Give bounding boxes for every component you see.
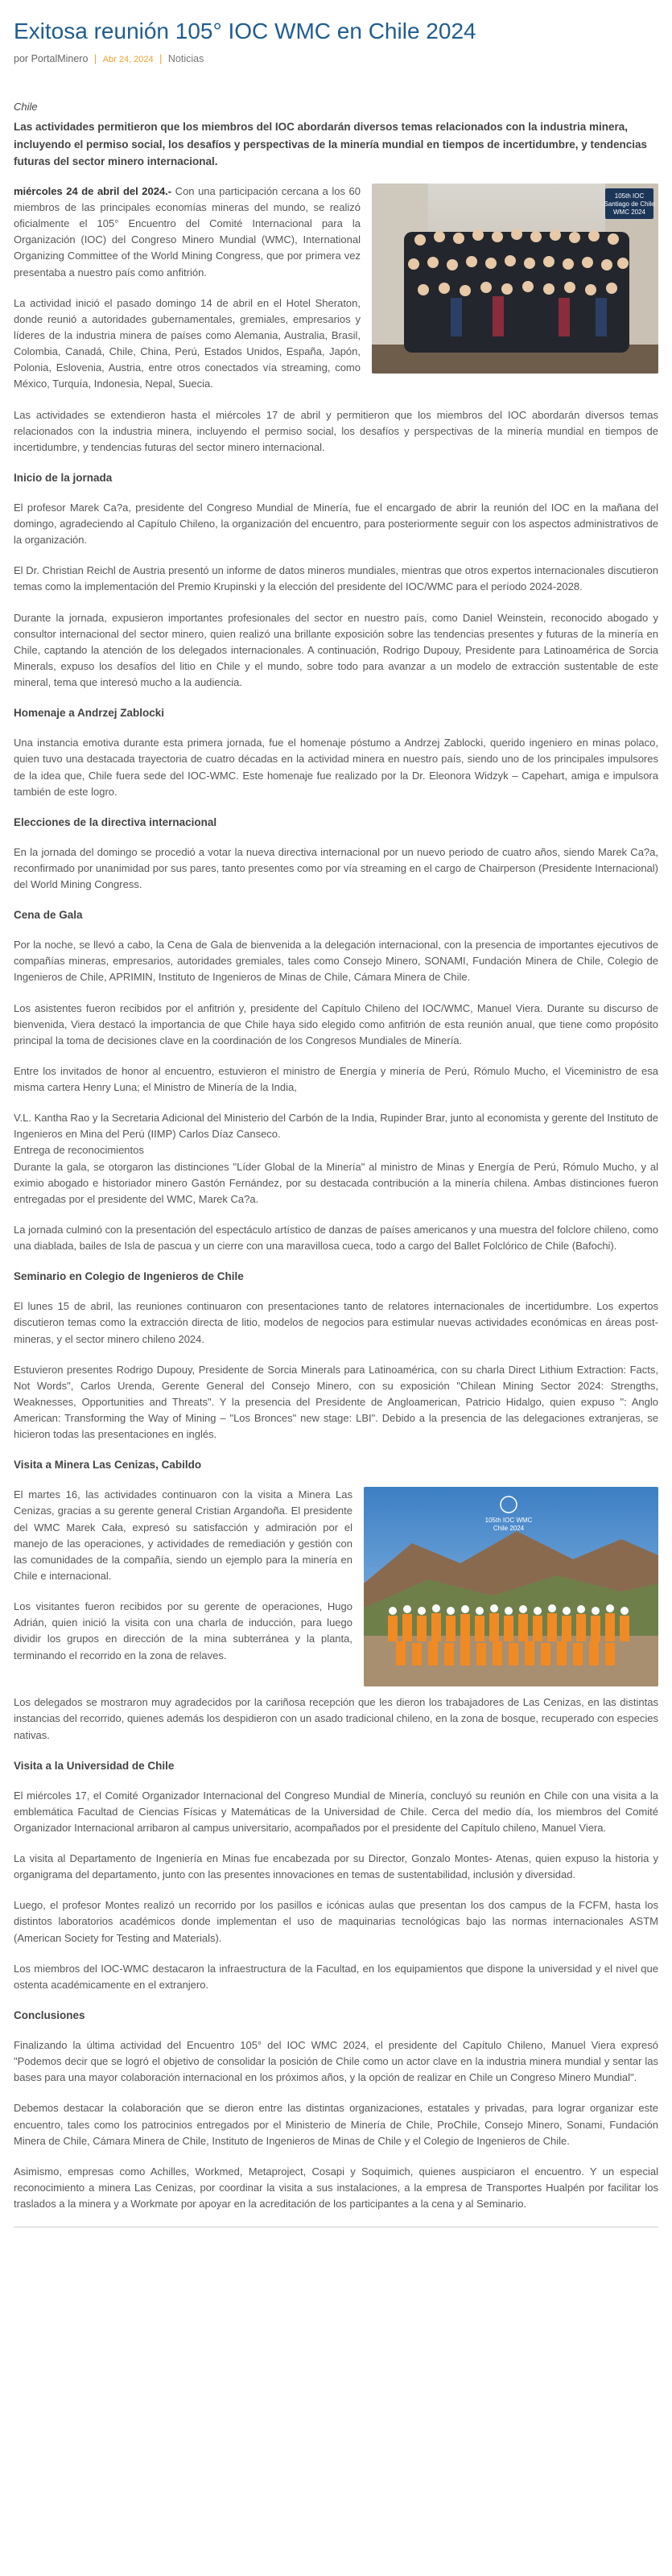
location: Chile	[14, 100, 38, 113]
cena-paragraph-5: La jornada culminó con la presentación del espectáculo artístico de danzas de países americanos y una muestra del folclore chileno, como una diablada, bailes de Isla de pascua y un cierre con una maravillosa cueca, todo a cargo del Ballet Folclórico de Chile (Bafochi).	[14, 1224, 658, 1253]
cena-p4-line2: Entrega de reconocimientos	[14, 1144, 144, 1157]
inicio-paragraph-1: El profesor Marek Ca?a, presidente del Congreso Mundial de Minería, fue el encargado de abrir la reunión del IOC en la mañana del domingo, agradeciendo al Capítulo Chileno, la organización del encuentro, para posteriormente seguir con los aspectos administrativos de la organización.	[14, 501, 658, 547]
seminario-paragraph-1: El lunes 15 de abril, las reuniones continuaron con presentaciones tanto de relatores internacionales de incertidumbre. Los expertos discutieron temas como la extracción directa de litio, modelos de negocios para estimular nuevas actividades económicas en áreas post-mineras, y el sector minero chileno 2024.	[14, 1300, 658, 1345]
visita-minera-paragraph-2: Los visitantes fueron recibidos por su gerente de operaciones, Hugo Adrián, quien inició la visita con una charla de inducción, para luego dividir los grupos en dirección de la mina subterránea y la planta, terminando el recorrido en la zona de relaves.	[14, 1600, 352, 1662]
post-meta	[14, 52, 658, 67]
section-heading-universidad: Visita a la Universidad de Chile	[14, 1759, 175, 1772]
mine-visit-photo	[364, 1487, 658, 1686]
category-link[interactable]: Noticias	[167, 52, 204, 64]
photo2-logo-line1: 105th IOC WMC	[484, 1517, 533, 1525]
intro-date: miércoles 24 de abril del 2024.-	[14, 184, 172, 197]
universidad-paragraph-1: El miércoles 17, el Comité Organizador Internacional del Congreso Mundial de Minería, concluyó su reunión en Chile con una visita a la emblemática Facultad de Ciencias Físicas y Matemáticas de la Universidad de Chile. Cerca del medio día, los miembros del Comité Organizador Internacional arribaron al campus universitario, acompañados por el presidente del Capítulo chileno, Manuel Viera.	[14, 1789, 658, 1834]
cena-p4-line3: Durante la gala, se otorgaron las distinciones "Líder Global de la Minería" al ministro de Minas y Energía de Perú, Rómulo Mucho, y al eximio abogado e historiador minero Gastón Fernández, por su destacada contribución a la minería chilena. Ambas distinciones fueron entregadas por el presidente del WMC, Marek Ca?a.	[14, 1160, 658, 1205]
section-heading-elecciones: Elecciones de la directiva internacional	[14, 815, 217, 828]
photo1-logo-line2: Santiago de Chile	[604, 200, 655, 208]
visita-minera-paragraph-1: El martes 16, las actividades continuaron con la visita a Minera Las Cenizas, gracias a su gerente general Cristian Argandoña. El presidente del WMC Marek Cała, expresó su satisfacción y admiración por el manejo de las operaciones, y actividades de remediación y gestión con las comunidades de la compañía, siendo un ejemplo para la minería en Chile e internacional.	[14, 1488, 352, 1582]
universidad-paragraph-2: La visita al Departamento de Ingeniería en Minas fue encabezada por su Director, Gonzalo Montes- Atenas, quien expuso la historia y organigrama del departamento, junto con las presentes innovaciones en temas de sustentabilidad, inclusión y diversidad.	[14, 1852, 658, 1881]
seminario-paragraph-2: Estuvieron presentes Rodrigo Dupouy, Presidente de Sorcia Minerals para Latinoamérica, con su charla Direct Lithium Extraction: Facts, Not Words", Carlos Urenda, Gerente General del Consejo Minero, con su exposición "Chilean Mining Sector 2024: Strengths, Weaknesses, Opportunities and Threats". Y la presencia del Presidente de Angloamerican, Patricio Hidalgo, quien expuso ": Anglo American: Transforming the Way of Mining – "Los Bronces" new stage: LBI". Debido a la presencia de las delegaciones extranjeras, se hicieron todas las presentaciones en inglés.	[14, 1363, 658, 1441]
cena-paragraph-1: Por la noche, se llevó a cabo, la Cena de Gala de bienvenida a la delegación internacional, con la presencia de importantes ejecutivos de compañías mineras, empresarios, autoridades gremiales, tales como Consejo Minero, SONAMI, Fundación Minera de Chile, Colegio de Ingenieros de Chile, APRIMIN, Instituto de Ingenieros de Minas de Chile, Cámara Minera de Chile.	[14, 939, 658, 984]
section-heading-conclusiones: Conclusiones	[14, 2009, 85, 2022]
meta-by: por	[14, 52, 29, 64]
photo2-logo-line2: Chile 2024	[493, 1525, 525, 1533]
extended-paragraph: Las actividades se extendieron hasta el miércoles 17 de abril y permitieron que los miembros del IOC abordarán diversos temas relacionados con la industria minera, incluyendo el permiso social, los desafíos y perspectivas de la minería mundial en tiempos de incertidumbre, y tendencias futuras del sector minero internacional.	[14, 408, 658, 453]
conclusiones-paragraph-2: Debemos destacar la colaboración que se dieron entre las distintas organizaciones, estatales y privadas, para lograr organizar este encuentro, tales como los patrocinios entregados por el Ministerio de Minería de Chile, ProChile, Consejo Minero, Sonami, Fundación Minera de Chile, Cámara Minera de Chile, Instituto de Ingenieros de Minas de Chile y el Colegio de Ingenieros de Chile.	[14, 2102, 658, 2147]
universidad-paragraph-4: Los miembros del IOC-WMC destacaron la infraestructura de la Facultad, en los equipamientos que dispone la universidad y el nivel que ostenta académicamente en el extranjero.	[14, 1962, 658, 1991]
cena-paragraph-3: Entre los invitados de honor al encuentro, estuvieron el ministro de Energía y minería de Perú, Rómulo Mucho, el Viceministro de esa misma cartera Henry Luna; el Ministro de Minería de la India,	[14, 1064, 658, 1094]
section-heading-cena: Cena de Gala	[14, 909, 83, 922]
article-lead: Las actividades permitieron que los miembros del IOC abordarán diversos temas relacionados con la industria minera, incluyendo el permiso social, los desafíos y perspectivas de la minería mundial en tiempos de incertidumbre, y tendencias futuras del sector minero internacional.	[14, 121, 648, 168]
inicio-paragraph-2: El Dr. Christian Reichl de Austria presentó un informe de datos mineros mundiales, mientras que otros expertos internacionales discutieron temas como la implementación del Premio Krupinski y la elección del presidente del IOC/WMC para el período 2024-2028.	[14, 564, 658, 593]
intro-text: Con una participación cercana a los 60 miembros de las principales economías mineras del mundo, se realizó oficialmente el 105° Encuentro del Comité Internacional para la Organización (IOC) del Congreso Minero Mundial (WMC), International Organizing Committee of the World Mining Congress, que por primera vez presentaba a nuestro país como anfitrión.	[14, 184, 361, 279]
author-link[interactable]: PortalMinero	[31, 52, 89, 64]
cena-p4-line1: V.L. Kantha Rao y la Secretaria Adicional del Ministerio del Carbón de la India, Rupinder Brar, junto al economista y gerente del Instituto de Ingenieros en Mina del Perú (IIMP) Carlos Díaz Canseco.	[14, 1112, 658, 1141]
visita-minera-paragraph-3: Los delegados se mostraron muy agradecidos por la cariñosa recepción que les dieron los trabajadores de Las Cenizas, en las distintas instancias del recorrido, quienes además los despidieron con un asado tradicional chileno, en la zona de bosque, recuperado con especies nativas.	[14, 1696, 658, 1741]
conclusiones-paragraph-1: Finalizando la última actividad del Encuentro 105° del IOC WMC 2024, el presidente del Capítulo Chileno, Manuel Viera expresó "Podemos decir que se logró el objetivo de consolidar la posición de Chile como un actor clave en la industria minera mundial y sentar las bases para una mayor colaboración internacional en los próximos años, y la opción de realizar en Chile un Congreso Minero Mundial".	[14, 2038, 658, 2084]
meta-separator: |	[93, 52, 97, 64]
page-title: Exitosa reunión 105° IOC WMC en Chile 2024	[14, 19, 476, 43]
photo1-logo-line1: 105th IOC	[614, 192, 645, 200]
photo1-logo-line3: WMC 2024	[612, 208, 646, 216]
group-photo	[372, 184, 658, 374]
section-heading-inicio: Inicio de la jornada	[14, 472, 113, 484]
universidad-paragraph-3: Luego, el profesor Montes realizó un recorrido por los pasillos e icónicas aulas que presentan los dos campus de la FCFM, hasta los distintos laboratorios académicos donde implementan el uso de maquinarias tecnológicas bajo las normas internacionales ASTM (American Society for Testing and Materials).	[14, 1899, 658, 1944]
cena-paragraph-4	[14, 1110, 658, 1208]
mine-visit-photo-image	[364, 1487, 658, 1686]
inicio-paragraph-3: Durante la jornada, expusieron importantes profesionales del sector en nuestro país, como Daniel Weinstein, reconocido abogado y consultor internacional del sector minero, quien realizó una brillante exposición sobre las tendencias presentes y futuras de la minería en Chile, captando la atención de los delegados internacionales. A continuación, Rodrigo Dupouy, Presidente para Latinoamérica de Sorcia Minerals, expuso los desafíos del litio en Chile y el mundo, sobre todo para avanzar a un modelo de extracción sustentable de este mineral, tema que interesó mucho a la audiencia.	[14, 611, 658, 689]
conclusiones-paragraph-3: Asimismo, empresas como Achilles, Workmed, Metaproject, Cosapi y Soquimich, quienes auspiciaron el encuentro. Y un especial reconocimiento a minera Las Cenizas, por coordinar la visita a sus instalaciones, a la empresa de Transportes Hualpén por facilitar los traslados a la minera y a Workmate por apoyar en la acreditación de los participantes a la cena y al Seminario.	[14, 2165, 658, 2211]
cena-paragraph-2: Los asistentes fueron recibidos por el anfitrión y, presidente del Capítulo Chileno del IOC/WMC, Manuel Viera. Durante su discurso de bienvenida, Viera destacó la importancia de que Chile haya sido elegido como anfitrión de esta reunión anual, que tiene como propósito principal la toma de decisiones clave en la coordinación de los Congresos Mundiales de Minería.	[14, 1001, 658, 1046]
meta-separator-2: |	[159, 52, 163, 64]
post-date: Abr 24, 2024	[102, 54, 154, 64]
group-photo-image	[372, 184, 658, 374]
section-heading-homenaje: Homenaje a Andrzej Zablocki	[14, 707, 165, 720]
homenaje-paragraph: Una instancia emotiva durante esta primera jornada, fue el homenaje póstumo a Andrzej Zablocki, querido ingeniero en minas polaco, quien tuvo una destacada trayectoria de cuatro décadas en la actividad minera en nuestro país, siendo uno de los principales impulsores de la idea que, Chile fuera sede del IOC-WMC. Este homenaje fue realizado por la Dr. Eleonora Widzyk – Capehart, amiga e impulsora también de este logro.	[14, 737, 658, 798]
elecciones-paragraph: En la jornada del domingo se procedió a votar la nueva directiva internacional por un nuevo periodo de cuatro años, siendo Marek Ca?a, reconfirmado por unanimidad por sus pares, tanto presentes como por vía streaming en el cargo de Chairperson (Presidente Internacional) del World Mining Congress.	[14, 845, 658, 891]
activity-start-paragraph: La actividad inició el pasado domingo 14 de abril en el Hotel Sheraton, donde reunió a autoridades gubernamentales, gremiales, empresarios y líderes de la industria minera de países como Alemania, Australia, Brasil, Colombia, Canadá, Chile, China, Perú, Estados Unidos, España, Japón, Polonia, Eslovenia, Austria, entre otros conectados vía streaming, como México, Turquía, Indonesia, Nepal, Suecia.	[14, 296, 361, 390]
section-heading-seminario: Seminario en Colegio de Ingenieros de Chile	[14, 1270, 244, 1283]
section-heading-visita-minera: Visita a Minera Las Cenizas, Cabildo	[14, 1459, 202, 1472]
